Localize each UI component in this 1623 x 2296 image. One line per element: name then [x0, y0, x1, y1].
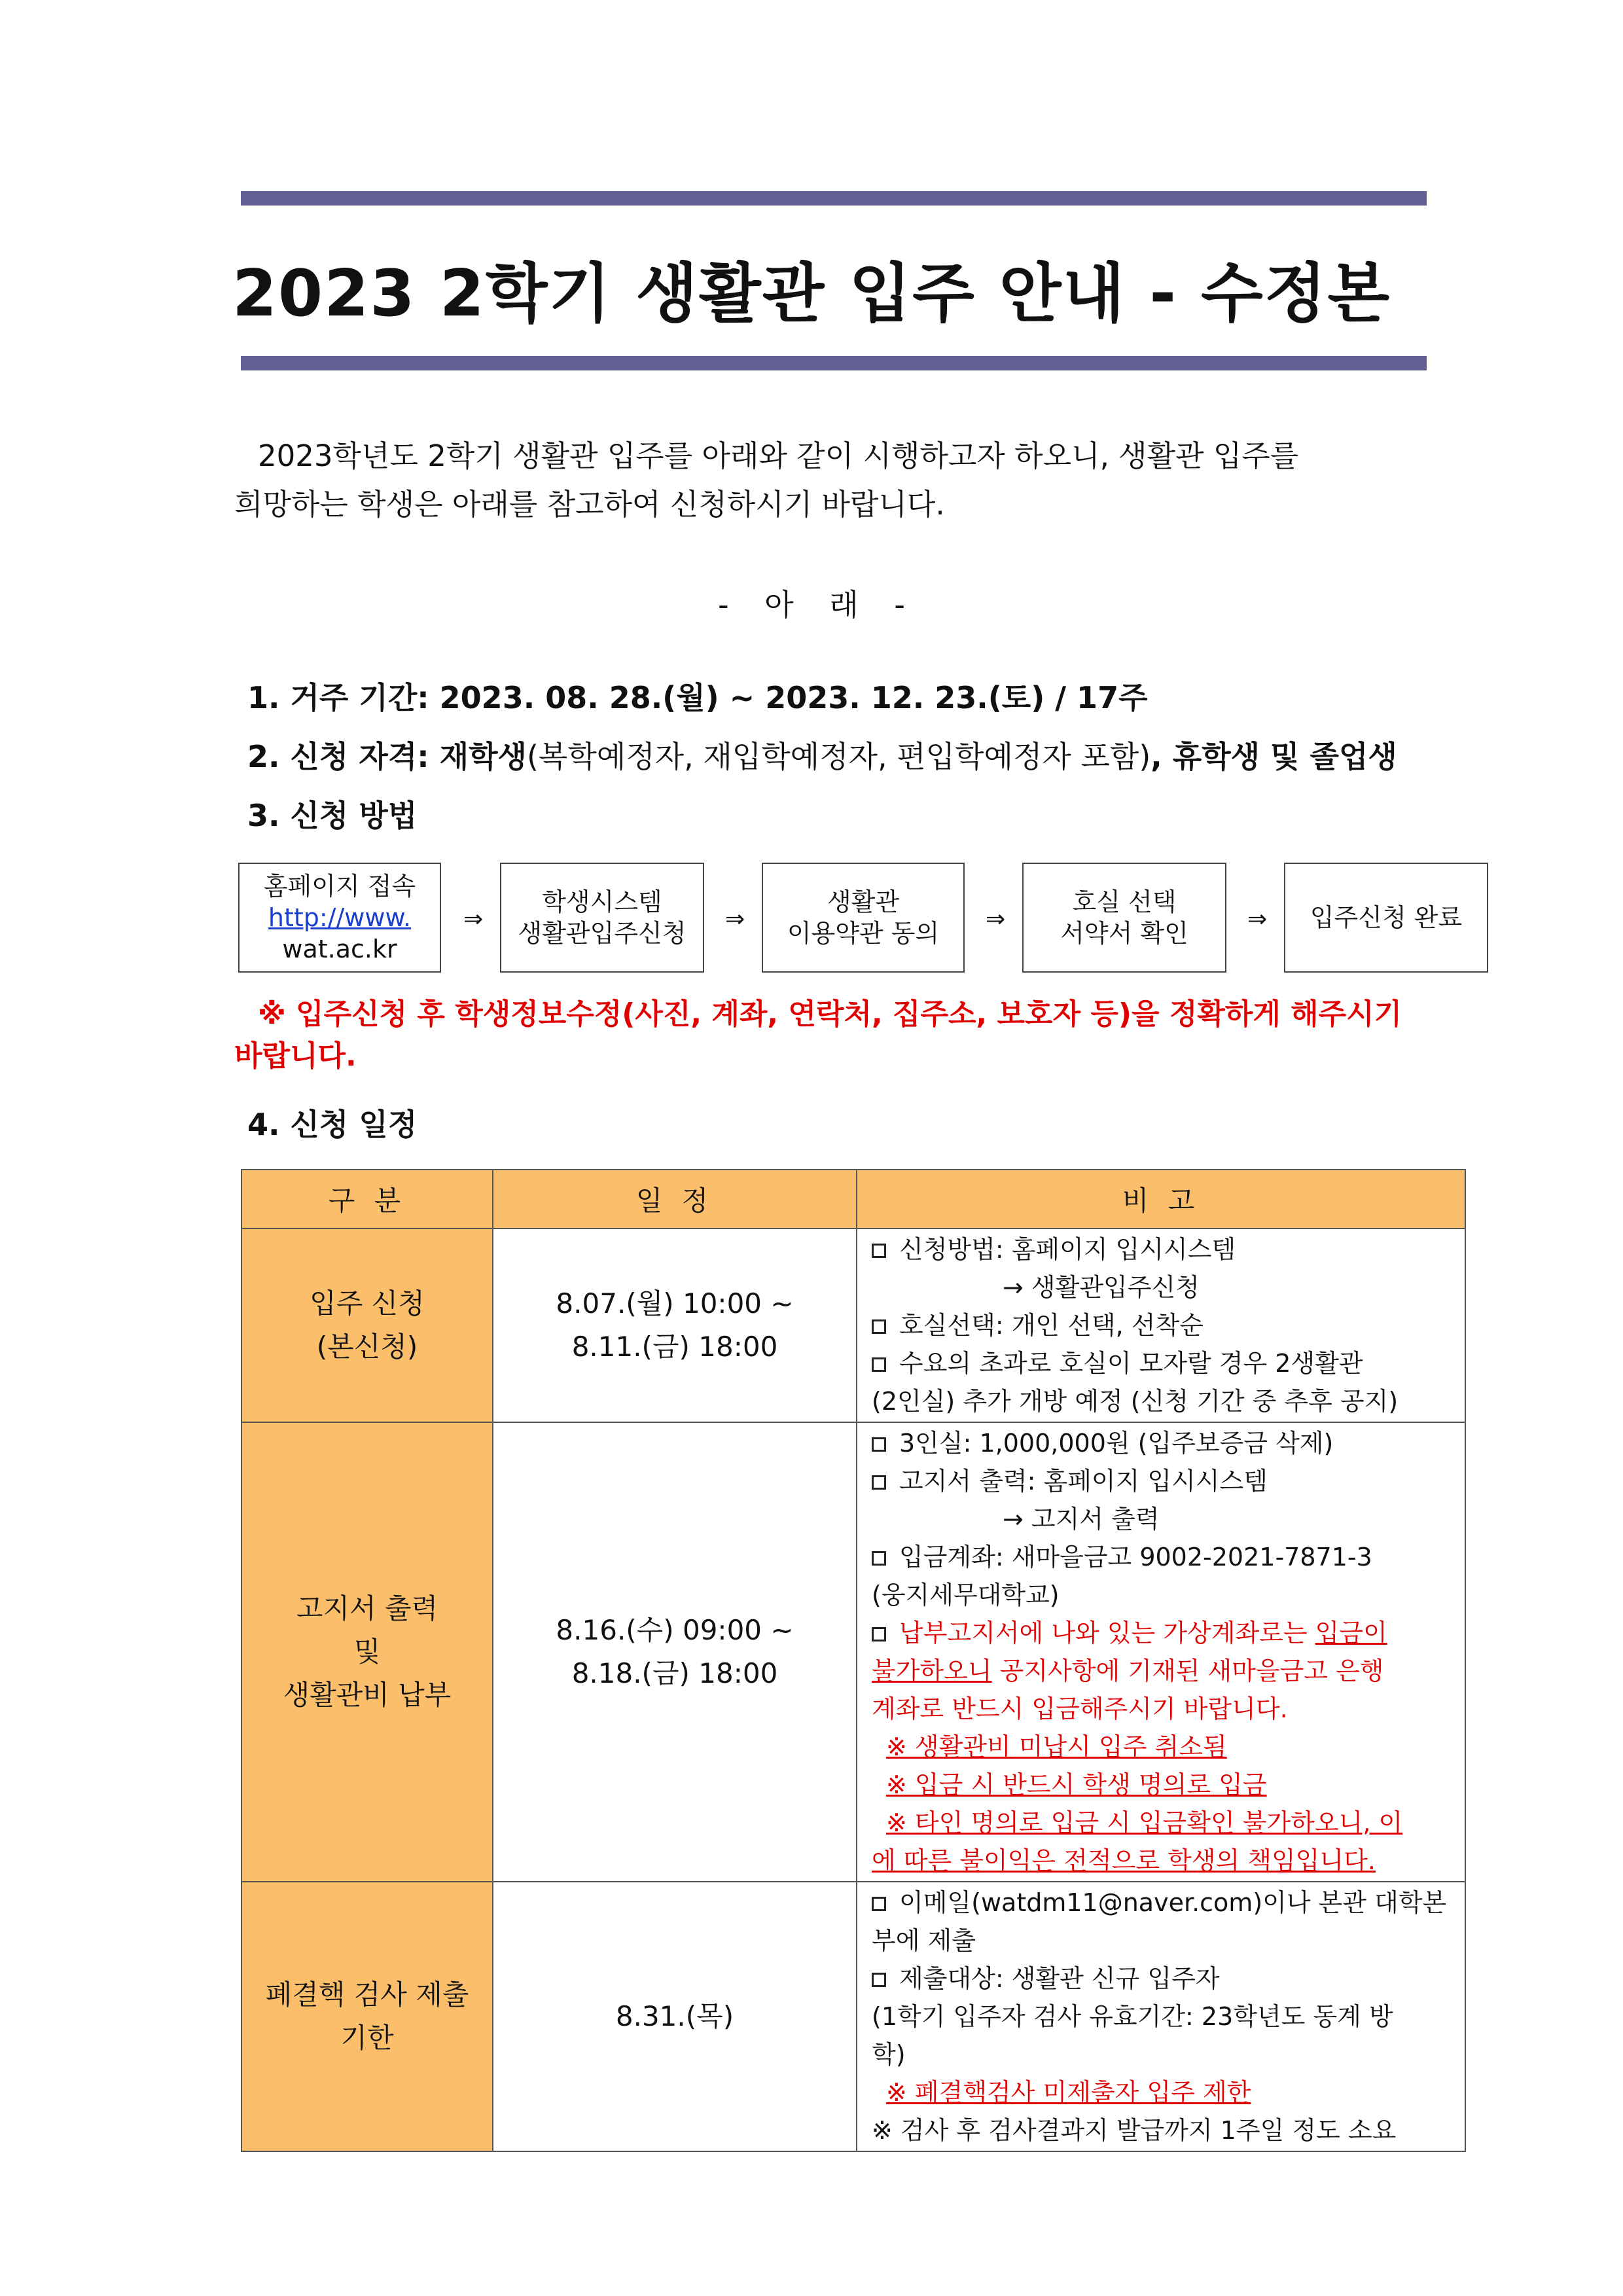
row3-category — [241, 1882, 493, 2151]
schedule-table — [241, 1169, 1466, 2152]
row3-cat-line-2: 기한 — [340, 2022, 394, 2054]
method-heading: 3. 신청 방법 — [247, 798, 418, 833]
arrow-icon: ⇒ — [1247, 906, 1268, 933]
warning-line-2: 바랍니다. — [234, 1039, 357, 1073]
qual-enrolled: 재학생 — [439, 739, 527, 774]
row1-cat-line-2: (본신청) — [316, 1331, 418, 1363]
application-qualification — [247, 733, 1397, 776]
row2-note-4-underline-2: 불가하오니 — [872, 1657, 992, 1685]
row2-cat-line-2: 및 — [353, 1636, 381, 1668]
row2-category — [241, 1422, 493, 1882]
section-separator: - 아 래 - — [718, 587, 905, 622]
row1-date-line-2: 8.11.(금) 18:00 — [571, 1331, 778, 1363]
row1-date-line-1: 8.07.(월) 10:00 ~ — [556, 1287, 794, 1319]
qual-detail: (복학예정자, 재입학예정자, 편입학예정자 포함) — [526, 739, 1151, 774]
flow-step-4-line-1: 호실 선택 — [1072, 888, 1177, 916]
row2-cat-line-1: 고지서 출력 — [296, 1592, 438, 1624]
qual-label: 2. 신청 자격: — [247, 739, 429, 774]
qual-others: , 휴학생 및 졸업생 — [1150, 739, 1397, 774]
row3-note-1b: 부에 제출 — [872, 1926, 976, 1955]
row3-note-1: 이메일(watdm11@naver.com)이나 본관 대학본 — [899, 1888, 1447, 1917]
row1-date — [493, 1229, 857, 1422]
checkbox-icon — [872, 1244, 886, 1258]
row2-note-4-underline: 입금이 — [1315, 1619, 1387, 1647]
page-title: 2023 2학기 생활관 입주 안내 - 수정본 — [232, 257, 1391, 331]
header-remarks: 비 고 — [857, 1170, 1465, 1229]
row3-note-3: (1학기 입주자 검사 유효기간: 23학년도 동계 방 — [872, 2002, 1393, 2031]
row2-note-6: ※ 입금 시 반드시 학생 명의로 입금 — [886, 1770, 1267, 1799]
flow-step-3-line-2: 이용약관 동의 — [787, 919, 940, 948]
row2-date-line-1: 8.16.(수) 09:00 ~ — [556, 1614, 794, 1646]
table-row — [241, 1422, 1465, 1882]
warning-line-1: ※ 입주신청 후 학생정보수정(사진, 계좌, 연락처, 집주소, 보호자 등)을 정확하게 해주시기 — [258, 997, 1402, 1031]
row2-note-4b: 공지사항에 기재된 새마을금고 은행 — [991, 1657, 1384, 1685]
row1-category — [241, 1229, 493, 1422]
row2-date-line-2: 8.18.(금) 18:00 — [571, 1657, 778, 1689]
header-schedule: 일 정 — [493, 1170, 857, 1229]
row2-note-7b: 에 따른 불이익은 전적으로 학생의 책임입니다. — [872, 1846, 1376, 1875]
intro-paragraph — [234, 432, 1406, 529]
flow-step-4-line-2: 서약서 확인 — [1060, 919, 1188, 948]
flow-step-3-line-1: 생활관 — [827, 888, 900, 916]
row3-date: 8.31.(목) — [493, 1882, 857, 2151]
checkbox-icon — [872, 1627, 886, 1641]
row2-note-1: 3인실: 1,000,000원 (입주보증금 삭제) — [899, 1429, 1334, 1458]
checkbox-icon — [872, 1973, 886, 1987]
row2-date — [493, 1422, 857, 1882]
row2-note-3: 입금계좌: 새마을금고 9002-2021-7871-3 — [899, 1543, 1372, 1571]
row2-note-7a: ※ 타인 명의로 입금 시 입금확인 불가하오니, 이 — [886, 1808, 1403, 1837]
row3-cat-line-1: 폐결핵 검사 제출 — [265, 1979, 469, 2011]
row3-note-5: ※ 검사 후 검사결과지 발급까지 1주일 정도 소요 — [872, 2116, 1397, 2145]
flow-step-5-label: 입주신청 완료 — [1310, 903, 1463, 932]
homepage-link[interactable]: http://www. — [268, 903, 412, 932]
table-row — [241, 1229, 1465, 1422]
row1-note-2: 호실선택: 개인 선택, 선착순 — [899, 1311, 1204, 1340]
row1-note-1: 신청방법: 홈페이지 입시시스템 — [899, 1235, 1236, 1264]
flow-step-1-label: 홈페이지 접속 — [263, 872, 416, 901]
residence-period — [247, 674, 1148, 717]
row2-note-3b: (웅지세무대학교) — [872, 1581, 1060, 1609]
row2-note-4c: 계좌로 반드시 입금해주시기 바랍니다. — [872, 1695, 1288, 1723]
arrow-icon: ⇒ — [725, 906, 745, 933]
row1-note-3: 수요의 초과로 호실이 모자랄 경우 2생활관 — [899, 1349, 1363, 1378]
schedule-heading: 4. 신청 일정 — [247, 1107, 418, 1142]
row2-note-5: ※ 생활관비 미납시 입주 취소됨 — [886, 1732, 1227, 1761]
checkbox-icon — [872, 1897, 886, 1911]
checkbox-icon — [872, 1551, 886, 1566]
title-top-rule — [241, 191, 1427, 206]
row3-note-4: ※ 폐결핵검사 미제출자 입주 제한 — [886, 2078, 1251, 2107]
table-header-row — [241, 1170, 1465, 1229]
row3-note-3b: 학) — [872, 2040, 906, 2069]
checkbox-icon — [872, 1475, 886, 1490]
checkbox-icon — [872, 1357, 886, 1372]
row2-note-2b: → 고지서 출력 — [1003, 1505, 1160, 1534]
row3-remarks — [857, 1882, 1465, 2151]
flow-step-homepage — [238, 863, 441, 973]
checkbox-icon — [872, 1437, 886, 1452]
intro-line-1: 2023학년도 2학기 생활관 입주를 아래와 같이 시행하고자 하오니, 생활관 입주를 — [258, 439, 1299, 473]
flow-step-complete — [1284, 863, 1488, 973]
row1-remarks — [857, 1229, 1465, 1422]
arrow-icon: ⇒ — [986, 906, 1006, 933]
flow-step-2-line-1: 학생시스템 — [542, 888, 662, 916]
row1-note-1b: → 생활관입주신청 — [1003, 1273, 1200, 1302]
period-value: 2023. 08. 28.(월) ~ 2023. 12. 23.(토) / 17주 — [439, 680, 1148, 715]
title-bottom-rule — [241, 356, 1427, 370]
table-row — [241, 1882, 1465, 2151]
header-category: 구 분 — [241, 1170, 493, 1229]
flow-step-2-line-2: 생활관입주신청 — [518, 919, 687, 948]
row3-note-2: 제출대상: 생활관 신규 입주자 — [899, 1964, 1220, 1993]
row2-cat-line-3: 생활관비 납부 — [283, 1679, 452, 1711]
row2-note-4a: 납부고지서에 나와 있는 가상계좌로는 — [899, 1619, 1315, 1647]
intro-line-2: 희망하는 학생은 아래를 참고하여 신청하시기 바랍니다. — [234, 487, 945, 522]
row2-note-2: 고지서 출력: 홈페이지 입시시스템 — [899, 1467, 1268, 1496]
info-update-warning — [234, 994, 1406, 1077]
row1-note-3b: (2인실) 추가 개방 예정 (신청 기간 중 추후 공지) — [872, 1387, 1399, 1416]
flow-step-student-system — [500, 863, 704, 973]
arrow-icon: ⇒ — [463, 906, 484, 933]
flow-step-1-domain: wat.ac.kr — [282, 935, 397, 963]
row1-cat-line-1: 입주 신청 — [310, 1287, 425, 1319]
period-label: 1. 거주 기간: — [247, 680, 429, 715]
row2-remarks — [857, 1422, 1465, 1882]
flow-step-room — [1022, 863, 1226, 973]
flow-step-terms — [762, 863, 965, 973]
checkbox-icon — [872, 1319, 886, 1334]
